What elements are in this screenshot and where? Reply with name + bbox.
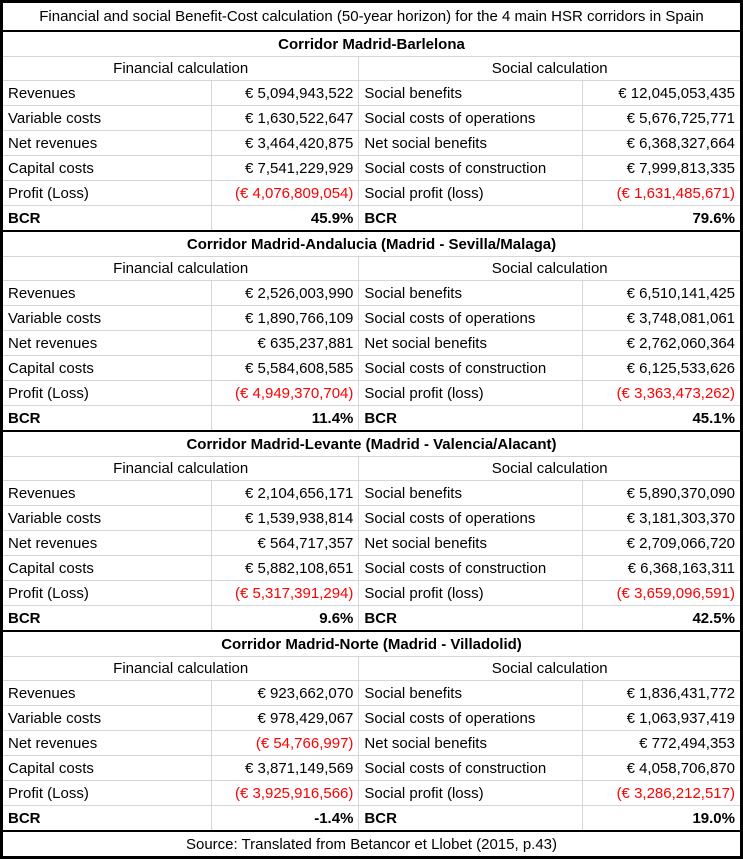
social-row-value: 45.1% xyxy=(583,406,742,432)
social-row-label: BCR xyxy=(359,206,583,232)
corridor-header: Corridor Madrid-Barlelona xyxy=(2,31,742,57)
social-row-value: € 6,510,141,425 xyxy=(583,281,742,306)
financial-calculation-header: Financial calculation xyxy=(2,57,359,81)
social-row-value: € 12,045,053,435 xyxy=(583,81,742,106)
title-row xyxy=(2,2,742,32)
financial-row-value: € 923,662,070 xyxy=(211,681,359,706)
social-row-label: Net social benefits xyxy=(359,131,583,156)
bcr-row xyxy=(2,206,742,232)
calculation-headers-row xyxy=(2,257,742,281)
social-calculation-header: Social calculation xyxy=(359,457,742,481)
social-row-value: € 1,836,431,772 xyxy=(583,681,742,706)
financial-row-label: Net revenues xyxy=(2,331,212,356)
social-row-value: (€ 3,286,212,517) xyxy=(583,781,742,806)
social-row-value: € 6,125,533,626 xyxy=(583,356,742,381)
corridor-header-row xyxy=(2,31,742,57)
calculation-headers-row xyxy=(2,657,742,681)
financial-row-value: € 635,237,881 xyxy=(211,331,359,356)
social-row-value: € 6,368,327,664 xyxy=(583,131,742,156)
social-row-value: € 6,368,163,311 xyxy=(583,556,742,581)
corridor-header-row xyxy=(2,231,742,257)
table-row xyxy=(2,731,742,756)
financial-calculation-header: Financial calculation xyxy=(2,457,359,481)
financial-row-value: (€ 5,317,391,294) xyxy=(211,581,359,606)
financial-row-label: BCR xyxy=(2,606,212,632)
table-row xyxy=(2,306,742,331)
financial-row-label: Variable costs xyxy=(2,506,212,531)
social-row-label: Net social benefits xyxy=(359,331,583,356)
table-row xyxy=(2,281,742,306)
social-row-value: (€ 1,631,485,671) xyxy=(583,181,742,206)
financial-row-value: € 2,104,656,171 xyxy=(211,481,359,506)
financial-row-label: Capital costs xyxy=(2,156,212,181)
financial-row-value: (€ 4,949,370,704) xyxy=(211,381,359,406)
financial-row-label: Revenues xyxy=(2,681,212,706)
bcr-row xyxy=(2,406,742,432)
social-row-value: € 7,999,813,335 xyxy=(583,156,742,181)
financial-row-label: Capital costs xyxy=(2,556,212,581)
financial-row-label: BCR xyxy=(2,406,212,432)
table-row xyxy=(2,781,742,806)
corridor-header-row xyxy=(2,431,742,457)
social-row-label: Social benefits xyxy=(359,81,583,106)
social-row-value: € 2,762,060,364 xyxy=(583,331,742,356)
table-row xyxy=(2,581,742,606)
social-row-label: Net social benefits xyxy=(359,731,583,756)
corridor-header: Corridor Madrid-Andalucia (Madrid - Sevilla/Malaga) xyxy=(2,231,742,257)
social-row-label: Net social benefits xyxy=(359,531,583,556)
financial-row-value: 11.4% xyxy=(211,406,359,432)
social-row-value: € 772,494,353 xyxy=(583,731,742,756)
financial-row-label: BCR xyxy=(2,806,212,832)
social-row-label: Social costs of operations xyxy=(359,306,583,331)
financial-row-label: Profit (Loss) xyxy=(2,381,212,406)
social-calculation-header: Social calculation xyxy=(359,257,742,281)
bcr-row xyxy=(2,806,742,832)
social-row-label: BCR xyxy=(359,406,583,432)
table-row xyxy=(2,381,742,406)
social-row-label: Social costs of construction xyxy=(359,756,583,781)
source-row xyxy=(2,831,742,858)
financial-row-label: Capital costs xyxy=(2,756,212,781)
social-row-label: Social costs of operations xyxy=(359,106,583,131)
table-row xyxy=(2,81,742,106)
social-row-label: Social benefits xyxy=(359,481,583,506)
social-row-value: (€ 3,659,096,591) xyxy=(583,581,742,606)
financial-row-label: Net revenues xyxy=(2,531,212,556)
social-row-value: (€ 3,363,473,262) xyxy=(583,381,742,406)
financial-row-value: € 5,094,943,522 xyxy=(211,81,359,106)
social-calculation-header: Social calculation xyxy=(359,57,742,81)
social-row-label: BCR xyxy=(359,806,583,832)
social-row-label: Social profit (loss) xyxy=(359,381,583,406)
table-row xyxy=(2,481,742,506)
social-row-label: Social profit (loss) xyxy=(359,181,583,206)
financial-row-value: € 3,871,149,569 xyxy=(211,756,359,781)
financial-row-value: € 1,630,522,647 xyxy=(211,106,359,131)
financial-row-value: -1.4% xyxy=(211,806,359,832)
social-calculation-header: Social calculation xyxy=(359,657,742,681)
social-row-value: € 4,058,706,870 xyxy=(583,756,742,781)
table-title: Financial and social Benefit-Cost calculation (50-year horizon) for the 4 main HSR corridors in Spain xyxy=(2,2,742,32)
social-row-value: 42.5% xyxy=(583,606,742,632)
social-row-label: Social costs of construction xyxy=(359,156,583,181)
table-row xyxy=(2,506,742,531)
financial-row-value: € 2,526,003,990 xyxy=(211,281,359,306)
financial-row-label: BCR xyxy=(2,206,212,232)
bcr-row xyxy=(2,606,742,632)
financial-row-label: Revenues xyxy=(2,81,212,106)
financial-row-label: Net revenues xyxy=(2,731,212,756)
social-row-value: € 3,181,303,370 xyxy=(583,506,742,531)
social-row-value: € 5,890,370,090 xyxy=(583,481,742,506)
table-row xyxy=(2,106,742,131)
financial-row-label: Profit (Loss) xyxy=(2,581,212,606)
table-row xyxy=(2,131,742,156)
table-row xyxy=(2,556,742,581)
financial-row-label: Variable costs xyxy=(2,706,212,731)
financial-row-label: Net revenues xyxy=(2,131,212,156)
financial-row-label: Revenues xyxy=(2,481,212,506)
financial-row-value: € 1,539,938,814 xyxy=(211,506,359,531)
table-row xyxy=(2,706,742,731)
social-row-label: Social costs of operations xyxy=(359,506,583,531)
social-row-value: € 2,709,066,720 xyxy=(583,531,742,556)
financial-row-value: € 564,717,357 xyxy=(211,531,359,556)
financial-row-label: Revenues xyxy=(2,281,212,306)
financial-row-value: € 5,584,608,585 xyxy=(211,356,359,381)
financial-row-label: Profit (Loss) xyxy=(2,181,212,206)
social-row-label: Social benefits xyxy=(359,281,583,306)
financial-row-value: € 5,882,108,651 xyxy=(211,556,359,581)
social-row-label: Social profit (loss) xyxy=(359,581,583,606)
financial-row-value: € 7,541,229,929 xyxy=(211,156,359,181)
financial-calculation-header: Financial calculation xyxy=(2,257,359,281)
financial-row-label: Variable costs xyxy=(2,106,212,131)
calculation-headers-row xyxy=(2,457,742,481)
financial-row-label: Profit (Loss) xyxy=(2,781,212,806)
table-row xyxy=(2,331,742,356)
financial-row-value: 9.6% xyxy=(211,606,359,632)
social-row-value: 19.0% xyxy=(583,806,742,832)
financial-row-label: Variable costs xyxy=(2,306,212,331)
financial-row-value: (€ 54,766,997) xyxy=(211,731,359,756)
social-row-label: Social costs of construction xyxy=(359,556,583,581)
table-row xyxy=(2,681,742,706)
table-row xyxy=(2,531,742,556)
financial-row-value: (€ 3,925,916,566) xyxy=(211,781,359,806)
social-row-label: BCR xyxy=(359,606,583,632)
financial-row-value: 45.9% xyxy=(211,206,359,232)
table-row xyxy=(2,756,742,781)
financial-row-value: € 3,464,420,875 xyxy=(211,131,359,156)
social-row-label: Social benefits xyxy=(359,681,583,706)
corridor-header-row xyxy=(2,631,742,657)
financial-row-value: € 978,429,067 xyxy=(211,706,359,731)
calculation-headers-row xyxy=(2,57,742,81)
social-row-value: 79.6% xyxy=(583,206,742,232)
financial-calculation-header: Financial calculation xyxy=(2,657,359,681)
financial-row-value: € 1,890,766,109 xyxy=(211,306,359,331)
corridor-header: Corridor Madrid-Norte (Madrid - Villadolid) xyxy=(2,631,742,657)
social-row-value: € 5,676,725,771 xyxy=(583,106,742,131)
financial-row-label: Capital costs xyxy=(2,356,212,381)
table-source: Source: Translated from Betancor et Llobet (2015, p.43) xyxy=(2,831,742,858)
corridor-header: Corridor Madrid-Levante (Madrid - Valencia/Alacant) xyxy=(2,431,742,457)
table-row xyxy=(2,181,742,206)
financial-row-value: (€ 4,076,809,054) xyxy=(211,181,359,206)
table-row xyxy=(2,356,742,381)
table-body xyxy=(2,2,742,858)
table-row xyxy=(2,156,742,181)
social-row-value: € 3,748,081,061 xyxy=(583,306,742,331)
social-row-label: Social costs of operations xyxy=(359,706,583,731)
social-row-label: Social costs of construction xyxy=(359,356,583,381)
social-row-value: € 1,063,937,419 xyxy=(583,706,742,731)
social-row-label: Social profit (loss) xyxy=(359,781,583,806)
